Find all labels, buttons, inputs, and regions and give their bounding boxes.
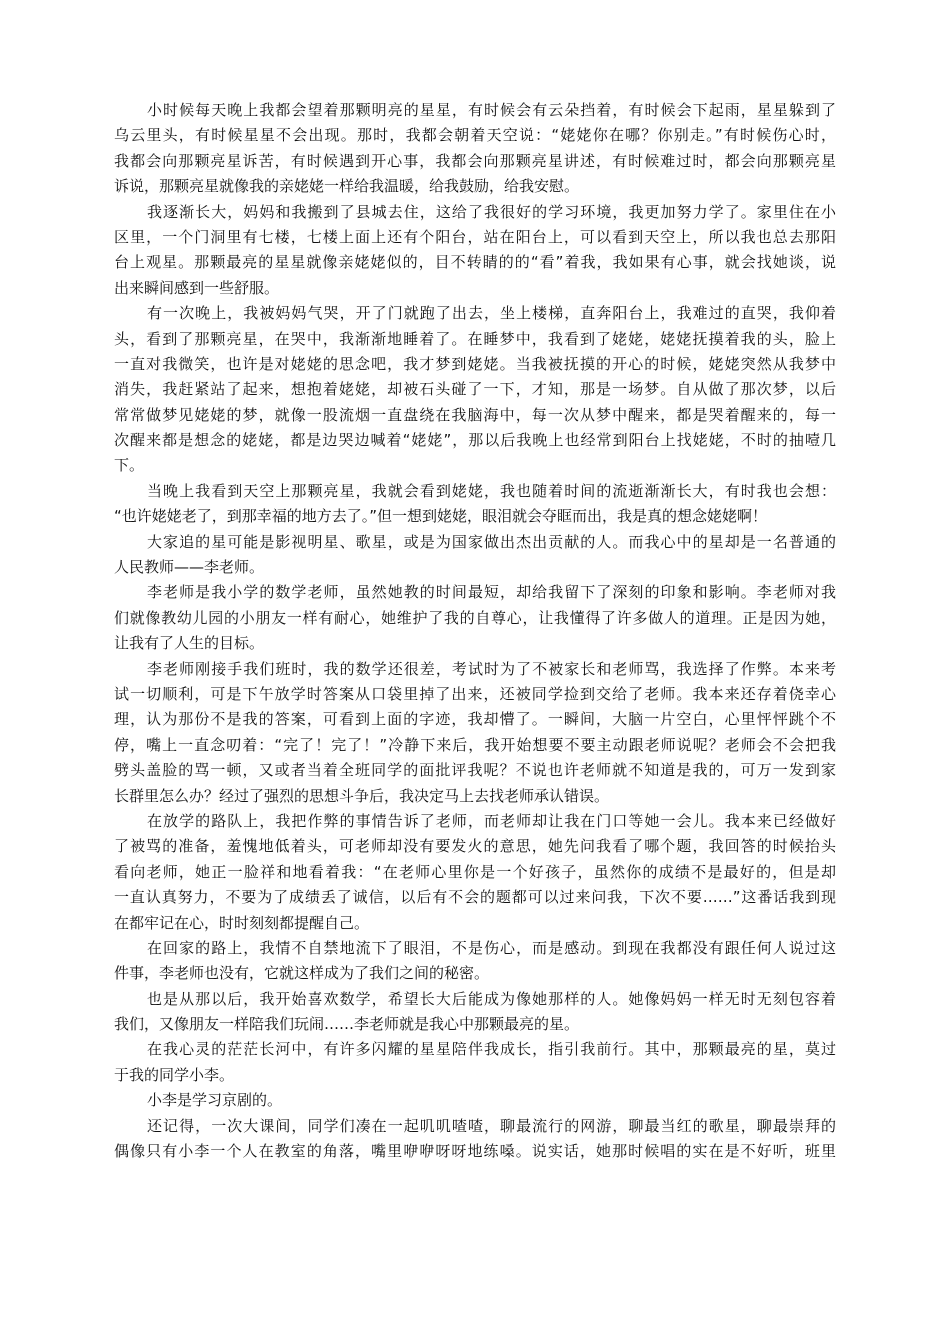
text-line: 我都会向那颗亮星诉苦，有时候遇到开心事，我都会向那颗亮星讲述，有时候难过时，都会向那颗亮星 — [114, 151, 836, 170]
text-line: 偶像只有小李一个人在教室的角落，嘴里咿咿呀呀地练嗓。说实话，她那时候唱的实在是不好听，班里 — [114, 1142, 836, 1161]
text-line: 次醒来都是想念的姥姥，都是边哭边喊着“姥姥”，那以后我晚上也经常到阳台上找姥姥，不时的抽噎几 — [114, 431, 836, 450]
paragraph — [114, 1037, 836, 1088]
text-line: 乌云里头，有时候星星不会出现。那时，我都会朝着天空说：“姥姥你在哪？你别走。”有时候伤心时， — [114, 126, 836, 145]
text-line: 一直认真努力，不要为了成绩丢了诚信，以后有不会的题都可以过来问我，下次不要……”这番话我到现 — [114, 888, 836, 907]
paragraph — [114, 936, 836, 987]
document-page — [114, 98, 836, 1164]
text-line: 人民教师——李老师。 — [114, 558, 265, 577]
text-line: 常常做梦见姥姥的梦，就像一股流烟一直盘绕在我脑海中，每一次从梦中醒来，都是哭着醒来的，每一 — [114, 405, 836, 424]
text-line: 台上观星。那颗最亮的星星就像亲姥姥似的，目不转睛的的“看”着我，我如果有心事，就会找她谈，说 — [114, 253, 836, 272]
text-line: 出来瞬间感到一些舒服。 — [114, 278, 280, 297]
text-line: 小时候每天晚上我都会望着那颗明亮的星星，有时候会有云朵挡着，有时候会下起雨，星星躲到了 — [147, 101, 836, 119]
text-line: 在放学的路队上，我把作弊的事情告诉了老师，而老师却让我在门口等她一会儿。我本来已经做好 — [147, 811, 836, 830]
text-line: 在回家的路上，我情不自禁地流下了眼泪，不是伤心，而是感动。到现在我都没有跟任何人说过这 — [147, 938, 836, 957]
text-line: 试一切顺利，可是下午放学时答案从口袋里掉了出来，还被同学捡到交给了老师。我本来还存着侥幸心 — [114, 684, 836, 703]
paragraph — [114, 200, 836, 302]
text-line: 让我有了人生的目标。 — [114, 634, 265, 653]
text-line: 头，看到了那颗亮星，在哭中，我渐渐地睡着了。在睡梦中，我看到了姥姥，姥姥抚摸着我的头，脸上 — [114, 329, 836, 348]
text-line: 看向老师，她正一脸祥和地看着我：“在老师心里你是一个好孩子，虽然你的成绩不是最好的，但是却 — [114, 862, 836, 881]
text-line: 还记得，一次大课间，同学们凑在一起叽叽喳喳，聊最流行的网游，聊最当红的歌星，聊最崇拜的 — [147, 1116, 836, 1135]
paragraph — [114, 657, 836, 809]
paragraph — [114, 301, 836, 479]
paragraph — [114, 987, 836, 1038]
text-line: 们就像教幼儿园的小朋友一样有耐心，她维护了我的自尊心，让我懂得了许多做人的道理。正是因为她， — [114, 608, 836, 627]
text-line: 停，嘴上一直念叨着：“完了！完了！”冷静下来后，我开始想要不要主动跟老师说呢？老师会不会把我 — [114, 735, 836, 754]
text-line: 也是从那以后，我开始喜欢数学，希望长大后能成为像她那样的人。她像妈妈一样无时无刻包容着 — [147, 989, 836, 1008]
text-line: 我们，又像朋友一样陪我们玩闹……李老师就是我心中那颗最亮的星。 — [114, 1015, 580, 1034]
text-line: 有一次晚上，我被妈妈气哭，开了门就跑了出去，坐上楼梯，直奔阳台上，我难过的直哭，我仰着 — [147, 304, 836, 323]
text-line: 消失，我赶紧站了起来，想抱着姥姥，却被石头碰了一下，才知，那是一场梦。自从做了那次梦，以后 — [114, 380, 836, 399]
paragraph — [114, 1088, 836, 1113]
paragraph — [114, 809, 836, 936]
text-line: 劈头盖脸的骂一顿，又或者当着全班同学的面批评我呢？不说也许老师就不知道是我的，可万一发到家 — [114, 761, 836, 780]
paragraph — [114, 479, 836, 530]
text-line: 件事，李老师也没有，它就这样成为了我们之间的秘密。 — [114, 964, 490, 983]
paragraph — [114, 580, 836, 656]
text-line: 于我的同学小李。 — [114, 1065, 235, 1084]
text-line: 李老师是我小学的数学老师，虽然她教的时间最短，却给我留下了深刻的印象和影响。李老师对我 — [147, 583, 836, 602]
text-line: 在我心灵的茫茫长河中，有许多闪耀的星星陪伴我成长，指引我前行。其中，那颗最亮的星，莫过 — [147, 1040, 836, 1059]
text-line: 小李是学习京剧的。 — [147, 1091, 283, 1110]
text-line: 了被骂的准备，羞愧地低着头，可老师却没有要发火的意思，她先问我看了哪个题，我回答的时候抬头 — [114, 837, 836, 856]
paragraph — [114, 530, 836, 581]
text-line: 当晚上我看到天空上那颗亮星，我就会看到姥姥，我也随着时间的流逝渐渐长大，有时我也会想： — [147, 481, 836, 500]
text-line: 我逐渐长大，妈妈和我搬到了县城去住，这给了我很好的学习环境，我更加努力学了。家里住在小 — [147, 202, 836, 221]
paragraph — [114, 98, 836, 200]
text-line: 在都牢记在心，时时刻刻都提醒自己。 — [114, 913, 370, 932]
text-line: 李老师刚接手我们班时，我的数学还很差，考试时为了不被家长和老师骂，我选择了作弊。本来考 — [147, 659, 836, 678]
text-line: 一直对我微笑，也许是对姥姥的思念吧，我才梦到姥姥。当我被抚摸的开心的时候，姥姥突然从我梦中 — [114, 354, 836, 373]
text-line: 下。 — [114, 456, 145, 475]
text-line: 诉说，那颗亮星就像我的亲姥姥一样给我温暖，给我鼓励，给我安慰。 — [114, 177, 580, 196]
text-line: 长群里怎么办？经过了强烈的思想斗争后，我决定马上去找老师承认错误。 — [114, 786, 610, 805]
text-line: “也许姥姥老了，到那幸福的地方去了。”但一想到姥姥，眼泪就会夺眶而出，我是真的想念姥姥啊！ — [114, 507, 768, 526]
text-line: 理，认为那份不是我的答案，可看到上面的字迹，我却懵了。一瞬间，大脑一片空白，心里怦怦跳个不 — [114, 710, 836, 729]
text-line: 大家追的星可能是影视明星、歌星，或是为国家做出杰出贡献的人。而我心中的星却是一名普通的 — [147, 532, 836, 551]
paragraph — [114, 1114, 836, 1165]
text-line: 区里，一个门洞里有七楼，七楼上面上还有个阳台，站在阳台上，可以看到天空上，所以我也总去那阳 — [114, 227, 836, 246]
